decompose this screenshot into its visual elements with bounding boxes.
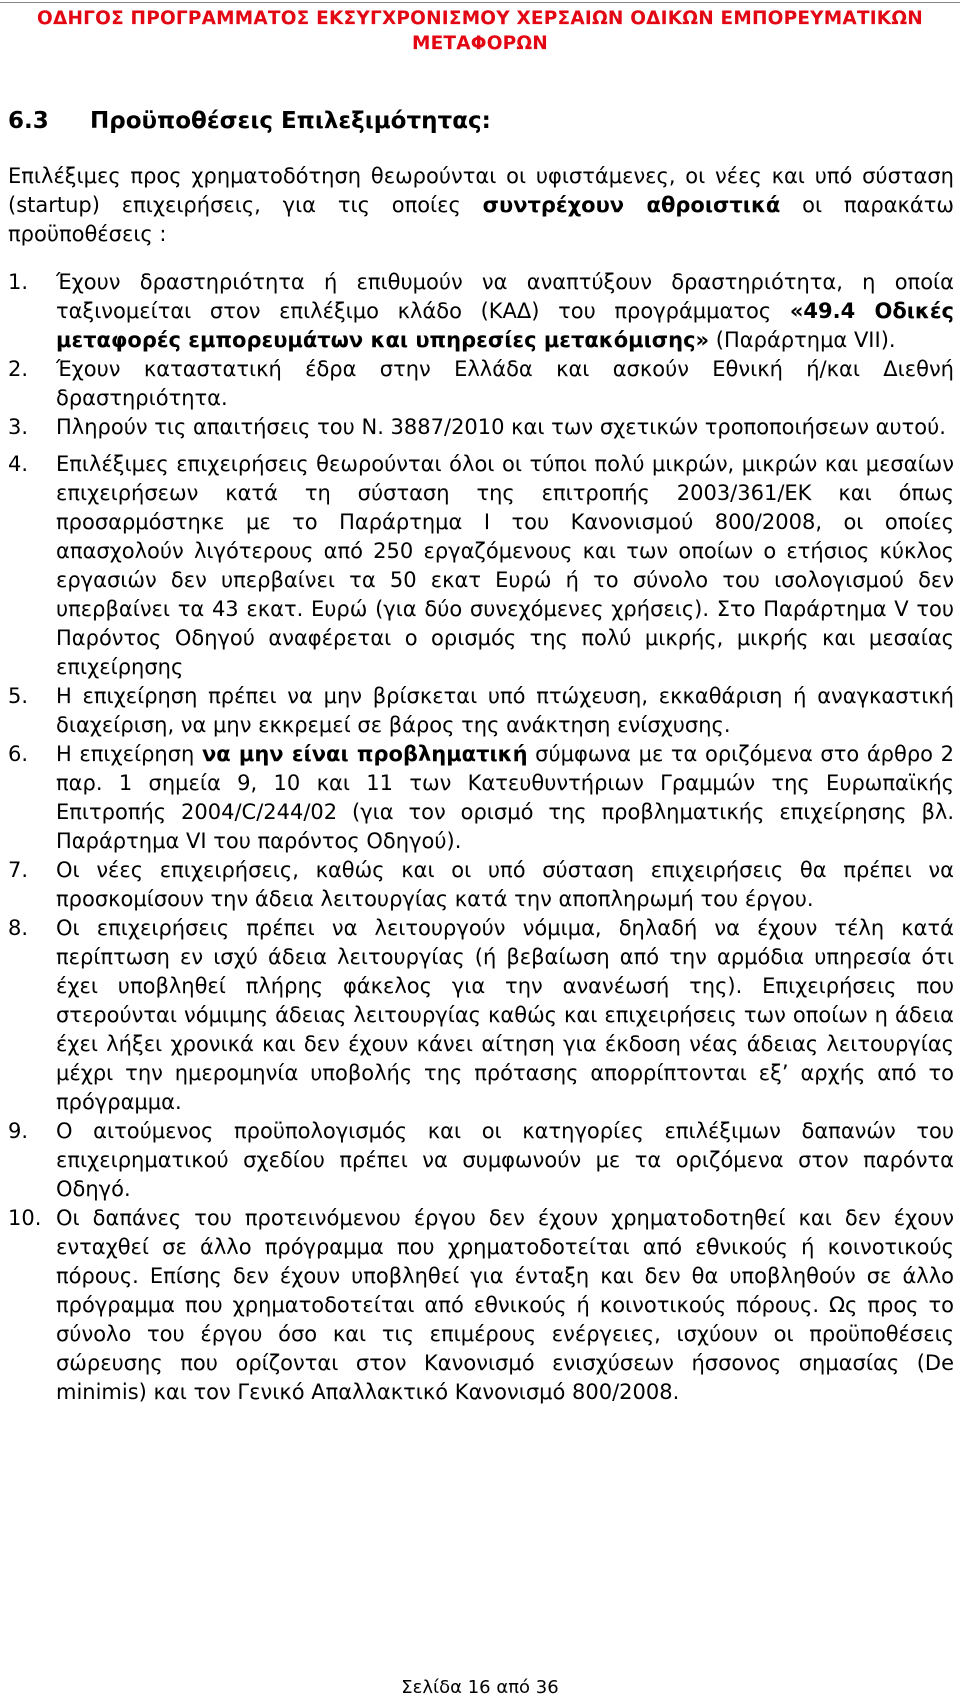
list-item-number: 9. <box>8 1119 29 1143</box>
list-item <box>8 740 954 856</box>
list-item <box>8 914 954 1117</box>
list-item-emphasis: να μην είναι προβληματική <box>201 742 528 766</box>
section-title: Προϋποθέσεις Επιλεξιμότητας: <box>90 108 491 134</box>
list-item-text: Η επιχείρηση πρέπει να μην βρίσκεται υπό πτώχευση, εκκαθάριση ή αναγκαστική διαχείριση, να μην εκκρεμεί σε βάρος της ανάκτηση ενίσχυσης. <box>56 684 954 737</box>
list-item-emphasis: «49.4 Οδικές μεταφορές εμπορευμάτων και υπηρεσίες μετακόμισης» <box>56 299 954 352</box>
list-item-text-end: σύμφωνα με τα οριζόμενα στο άρθρο 2 παρ. 1 σημεία 9, 10 και 11 των Κατευθυντήριων Γραμμών της Ευρωπαϊκής Επιτροπής 2004/C/244/02 (για τον ορισμό της προβληματικής επιχείρησης βλ. Παράρτημα VI του παρόντος Οδηγού). <box>56 742 954 853</box>
list-item-text: Πληρούν τις απαιτήσεις του Ν. 3887/2010 και των σχετικών τροποποιήσεων αυτού. <box>56 415 946 439</box>
intro-text-end: οι παρακάτω προϋποθέσεις : <box>8 193 954 246</box>
list-item-number: 7. <box>8 858 29 882</box>
list-item-number: 1. <box>8 270 29 294</box>
list-item <box>8 413 954 442</box>
list-item-text: Έχουν καταστατική έδρα στην Ελλάδα και ασκούν Εθνική ή/και Διεθνή δραστηριότητα. <box>56 357 954 410</box>
intro-paragraph <box>8 162 954 249</box>
list-item-text: Οι δαπάνες του προτεινόμενου έργου δεν έχουν χρηματοδοτηθεί και δεν έχουν ενταχθεί σε άλλο πρόγραμμα που χρηματοδοτείται από εθνικούς ή κοινοτικούς πόρους. Επίσης δεν έχουν υποβληθεί για ένταξη και δεν θα υποβληθούν σε άλλο πρόγραμμα που χρηματοδοτείται από εθνικούς ή κοινοτικούς πόρους. Ως προς το σύνολο του έργου όσο και τις επιμέρους ενέργειες, ισχύουν οι προϋποθέσεις σώρευσης που ορίζονται στον Κανονισμό ενισχύσεων ήσσονος σημασίας (De minimis) και τον Γενικό Απαλλακτικό Κανονισμό 800/2008. <box>56 1206 954 1404</box>
list-item-number: 10. <box>8 1206 42 1230</box>
list-item-text: Οι επιχειρήσεις πρέπει να λειτουργούν νόμιμα, δηλαδή να έχουν τέλη κατά περίπτωση εν ισχύ άδεια λειτουργίας (ή βεβαίωση από την αρμόδια υπηρεσία ότι έχει υποβληθεί πλήρης φάκελος για την ανανέωσή της). Επιχειρήσεις που στερούνται νόμιμης άδειας λειτουργίας καθώς και επιχειρήσεις των οποίων η άδεια έχει λήξει χρονικά και δεν έχουν κάνει αίτηση για έκδοση νέας άδειας λειτουργίας μέχρι την ημερομηνία υποβολής της πρότασης απορρίπτονται εξ’ αρχής από το πρόγραμμα. <box>56 916 954 1114</box>
list-item-number: 4. <box>8 452 29 476</box>
list-item-text: Επιλέξιμες επιχειρήσεις θεωρούνται όλοι οι τύποι πολύ μικρών, μικρών και μεσαίων επιχειρήσεων κατά τη σύσταση της επιτροπής 2003/361/ΕΚ και όπως προσαρμόστηκε με το Παράρτημα Ι του Κανονισμού 800/2008, οι οποίες απασχολούν λιγότερους από 250 εργαζόμενους και των οποίων ο ετήσιος κύκλος εργασιών δεν υπερβαίνει τα 50 εκατ Ευρώ ή το σύνολο του ισολογισμού δεν υπερβαίνει τα 43 εκατ. Ευρώ (για δύο συνεχόμενες χρήσεις). Στο Παράρτημα V του Παρόντος Οδηγού αναφέρεται ο ορισμός της πολύ μικρής, μικρής και μεσαίας επιχείρησης <box>56 452 954 679</box>
eligibility-criteria-list <box>8 268 954 1407</box>
list-item-text: Οι νέες επιχειρήσεις, καθώς και οι υπό σύσταση επιχειρήσεις θα πρέπει να προσκομίσουν την άδεια λειτουργίας κατά την αποπληρωμή του έργου. <box>56 858 954 911</box>
list-item <box>8 355 954 413</box>
list-item-text: Η επιχείρηση <box>56 742 202 766</box>
running-header: ΟΔΗΓΟΣ ΠΡΟΓΡΑΜΜΑΤΟΣ ΕΚΣΥΓΧΡΟΝΙΣΜΟΥ ΧΕΡΣΑΙΩΝ ΟΔΙΚΩΝ ΕΜΠΟΡΕΥΜΑΤΙΚΩΝ ΜΕΤΑΦΟΡΩΝ <box>37 8 923 54</box>
page-number-footer: Σελίδα 16 από 36 <box>401 1677 559 1698</box>
list-item <box>8 856 954 914</box>
list-item-number: 5. <box>8 684 29 708</box>
section-number: 6.3 <box>8 108 49 134</box>
list-item <box>8 1204 954 1407</box>
list-item <box>8 450 954 682</box>
intro-text: Επιλέξιμες προς χρηματοδότηση θεωρούνται οι υφιστάμενες, οι νέες και υπό σύσταση (startup) επιχειρήσεις, για τις οποίες <box>8 164 954 217</box>
list-item-number: 8. <box>8 916 29 940</box>
list-item-number: 3. <box>8 415 29 439</box>
list-item-number: 2. <box>8 357 29 381</box>
list-item-text-end: (Παράρτημα VII). <box>709 328 896 352</box>
section-heading <box>8 108 491 134</box>
header-rule <box>0 2 960 3</box>
intro-emphasis: συντρέχουν αθροιστικά <box>482 193 781 217</box>
list-item <box>8 682 954 740</box>
list-item-text: Έχουν δραστηριότητα ή επιθυμούν να αναπτύξουν δραστηριότητα, η οποία ταξινομείται στον επιλέξιμο κλάδο (ΚΑΔ) του προγράμματος <box>56 270 954 323</box>
list-item-number: 6. <box>8 742 29 766</box>
list-item <box>8 268 954 355</box>
list-item-text: Ο αιτούμενος προϋπολογισμός και οι κατηγορίες επιλέξιμων δαπανών του επιχειρηματικού σχεδίου πρέπει να συμφωνούν με τα οριζόμενα στον παρόντα Οδηγό. <box>56 1119 954 1201</box>
list-item <box>8 1117 954 1204</box>
